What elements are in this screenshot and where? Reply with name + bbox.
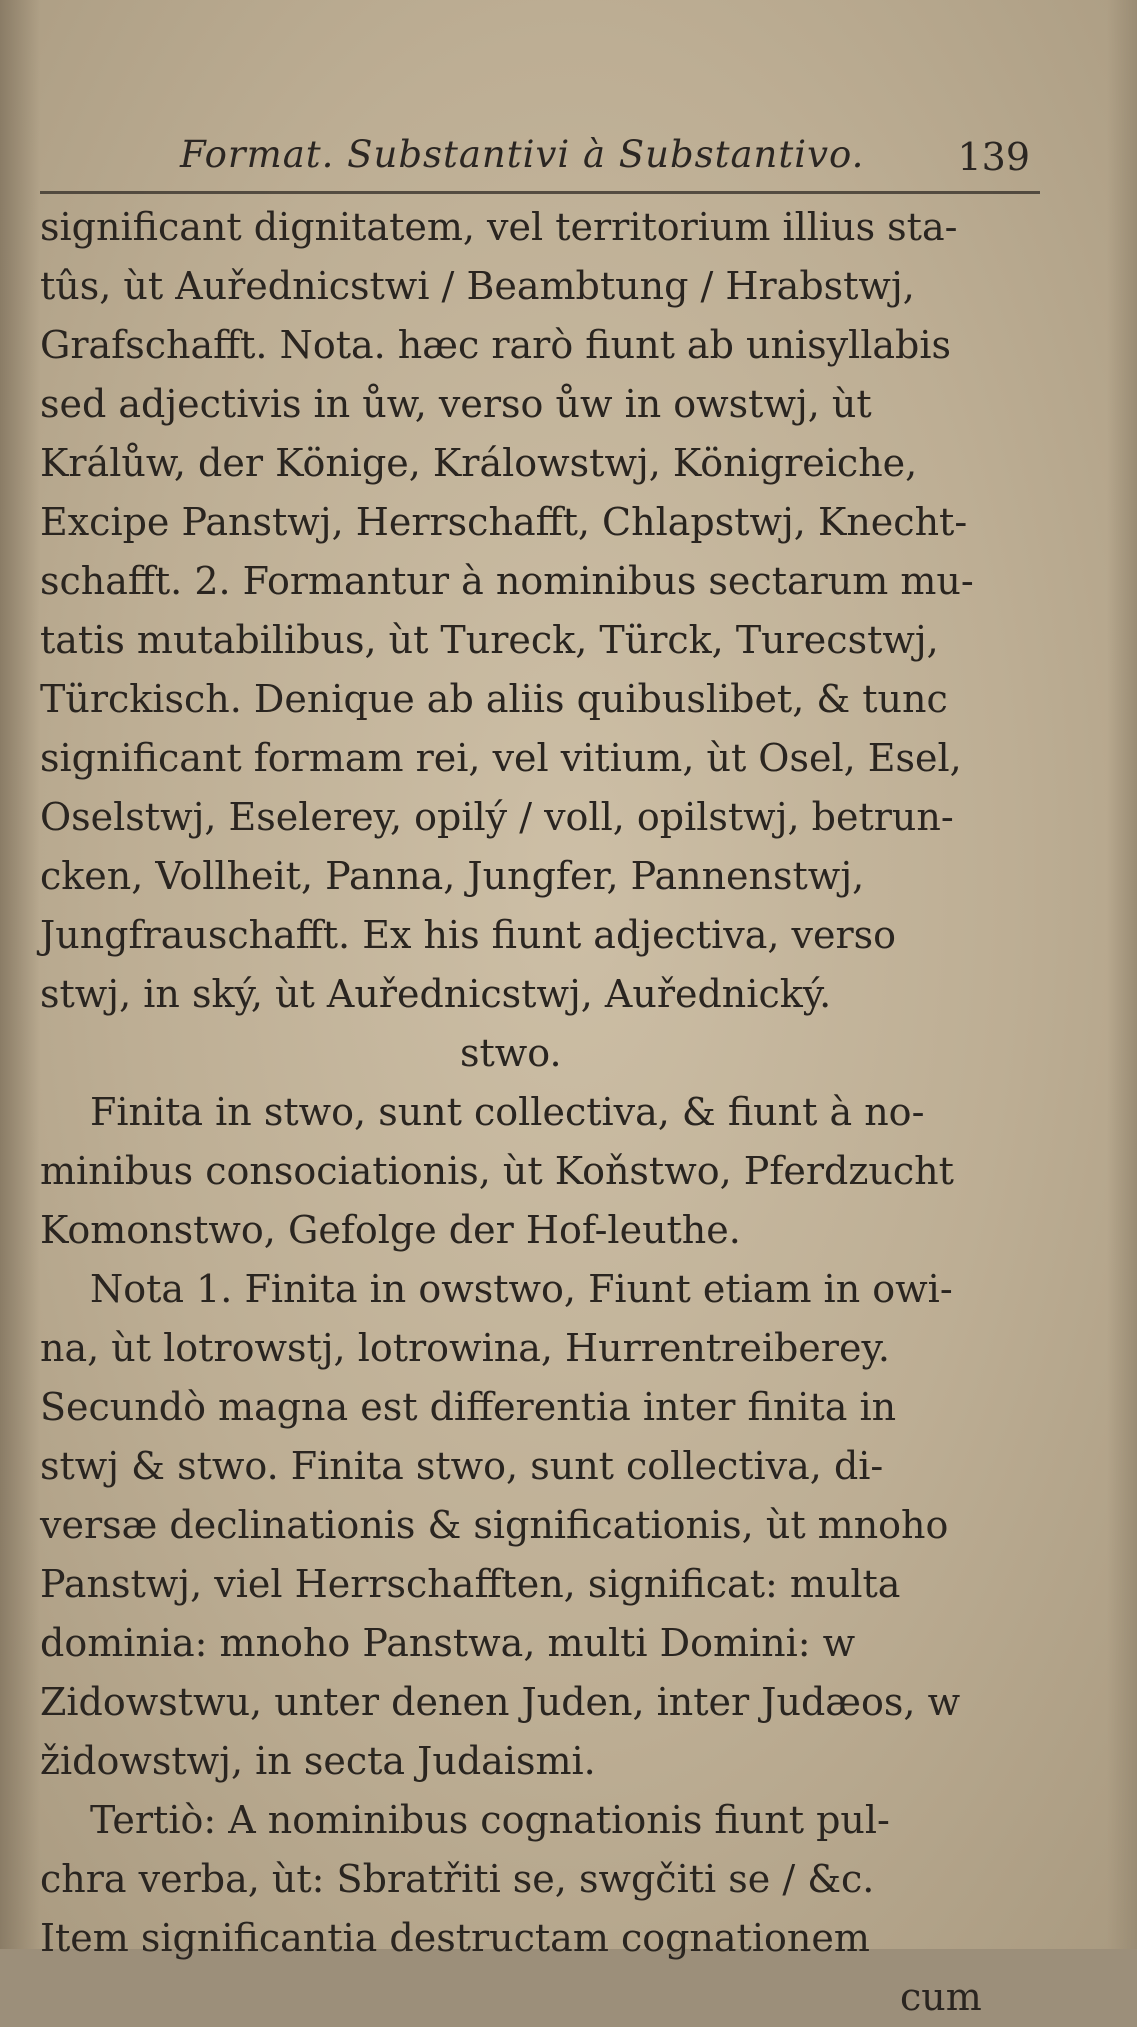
text-line: Zidowstwu, unter denen Juden, inter Judæos, w bbox=[40, 1680, 961, 1724]
page-edge-shadow-right bbox=[1107, 0, 1137, 1949]
body-text bbox=[40, 198, 1000, 2027]
text-line: significant formam rei, vel vitium, ùt Osel, Esel, bbox=[40, 736, 962, 780]
text-line: Item significantia destructam cognationem bbox=[40, 1916, 870, 1960]
text-line: Secundò magna est differentia inter finita in bbox=[40, 1385, 897, 1429]
text-line: Excipe Panstwj, Herrschafft, Chlapstwj, Knecht- bbox=[40, 500, 968, 544]
text-line: tûs, ùt Auřednicstwi / Beambtung / Hrabstwj, bbox=[40, 264, 915, 308]
header-title: Format. Substantivi à Substantivo. bbox=[180, 133, 865, 176]
text-line: Jungfrauschafft. Ex his fiunt adjectiva, verso bbox=[40, 913, 897, 957]
text-line: versæ declinationis & significationis, ùt mnoho bbox=[40, 1503, 949, 1547]
text-line: Tertiò: A nominibus cognationis fiunt pul- bbox=[90, 1798, 890, 1842]
running-header bbox=[40, 125, 1070, 185]
page-number: 139 bbox=[957, 135, 1030, 179]
text-line: tatis mutabilibus, ùt Tureck, Türck, Turecstwj, bbox=[40, 618, 939, 662]
text-line: minibus consociationis, ùt Koňstwo, Pferdzucht bbox=[40, 1149, 954, 1193]
text-line: schafft. 2. Formantur à nominibus sectarum mu- bbox=[40, 559, 974, 603]
text-line: Finita in stwo, sunt collectiva, & fiunt à no- bbox=[90, 1090, 925, 1134]
text-line: stwj & stwo. Finita stwo, sunt collectiva, di- bbox=[40, 1444, 884, 1488]
catchword: cum bbox=[900, 1975, 982, 2019]
text-line: Oselstwj, Eselerey, opilý / voll, opilstwj, betrun- bbox=[40, 795, 954, 839]
text-line: significant dignitatem, vel territorium illius sta- bbox=[40, 205, 958, 249]
text-line: Komonstwo, Gefolge der Hof-leuthe. bbox=[40, 1208, 741, 1252]
text-line: na, ùt lotrowstj, lotrowina, Hurrentreiberey. bbox=[40, 1326, 890, 1370]
text-line: Türckisch. Denique ab aliis quibuslibet, & tunc bbox=[40, 677, 948, 721]
text-line: dominia: mnoho Panstwa, multi Domini: w bbox=[40, 1621, 856, 1665]
section-heading: stwo. bbox=[460, 1031, 562, 1075]
text-line: chra verba, ùt: Sbratřiti se, swgčiti se / &c. bbox=[40, 1857, 875, 1901]
text-line: Králůw, der Könige, Králowstwj, Königreiche, bbox=[40, 441, 918, 485]
text-line: stwj, in ský, ùt Auřednicstwj, Auřednický. bbox=[40, 972, 832, 1016]
text-line: Nota 1. Finita in owstwo, Fiunt etiam in owi- bbox=[90, 1267, 953, 1311]
text-line: židowstwj, in secta Judaismi. bbox=[40, 1739, 596, 1783]
text-line: Panstwj, viel Herrschafften, significat: multa bbox=[40, 1562, 901, 1606]
header-rule bbox=[40, 191, 1040, 194]
page-edge-shadow-left bbox=[0, 0, 40, 1949]
text-line: Grafschafft. Nota. hæc rarò fiunt ab unisyllabis bbox=[40, 323, 951, 367]
text-line: sed adjectivis in ůw, verso ůw in owstwj, ùt bbox=[40, 382, 872, 426]
text-line: cken, Vollheit, Panna, Jungfer, Pannenstwj, bbox=[40, 854, 865, 898]
